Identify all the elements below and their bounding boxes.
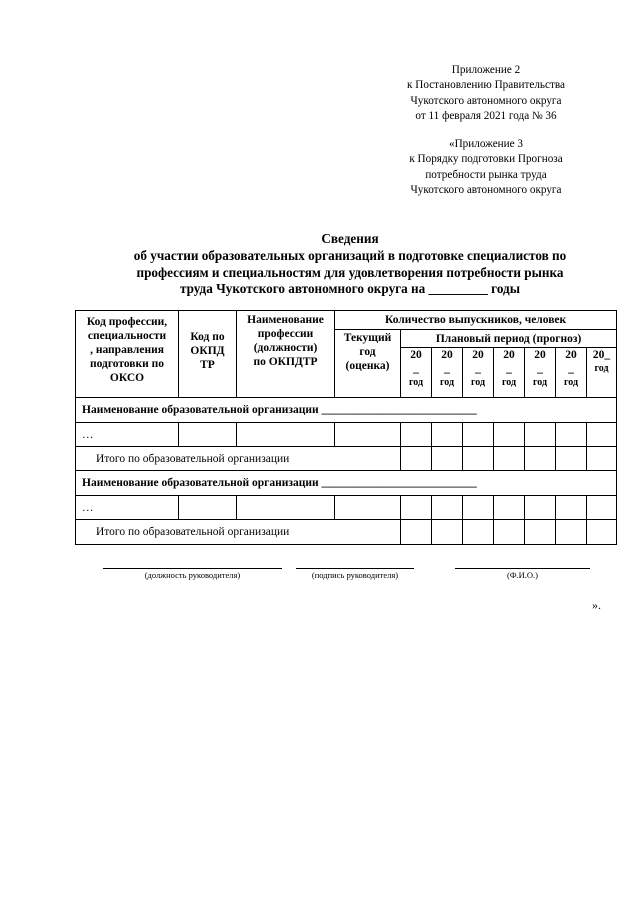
closing-quote: ». (592, 598, 601, 612)
table-cell (237, 496, 335, 520)
table-cell (463, 496, 494, 520)
table-cell (525, 423, 556, 447)
table-cell (401, 520, 432, 545)
table-cell (463, 520, 494, 545)
header-text: по ОКПДТР (253, 356, 318, 368)
title-line: профессиям и специальностям для удовлетворения потребности рынка (136, 264, 564, 280)
title-line: Сведения (321, 231, 379, 246)
table-cell (335, 496, 401, 520)
appendix-3-line: «Приложение 3 (448, 138, 524, 150)
table-cell (335, 423, 401, 447)
appendix-3-line: Чукотского автономного округа (410, 184, 562, 197)
table-cell (401, 496, 432, 520)
org-total-label-2: Итого по образовательной организации (76, 520, 401, 545)
table-row (76, 423, 617, 447)
table-cell (556, 423, 587, 447)
header-text: год (359, 346, 376, 358)
header-text: ОКПД (190, 345, 225, 357)
table-cell (494, 447, 525, 471)
appendix-2-line: от 11 февраля 2021 года № 36 (415, 110, 557, 123)
header-current-year (335, 330, 401, 398)
header-year-4: 20 _ год (494, 348, 525, 398)
header-year-6: 20 _ год (556, 348, 587, 398)
header-text: специальности (87, 330, 167, 342)
header-year-3: 20 _ год (463, 348, 494, 398)
table-cell (587, 520, 617, 545)
header-profession-name (237, 311, 335, 398)
header-text: профессии (257, 328, 314, 340)
graduates-table (75, 310, 617, 545)
appendix-3-line: потребности рынка труда (425, 168, 547, 181)
table-cell (525, 447, 556, 471)
table-row (76, 520, 617, 545)
table-row (76, 447, 617, 471)
signature-sign: (подпись руководителя) (296, 568, 414, 581)
appendix-3-line: к Порядку подготовки Прогноза (409, 153, 563, 166)
table-cell (179, 496, 237, 520)
title-line: труда Чукотского автономного округа на _________ годы (179, 281, 521, 297)
org-name-row-2: Наименование образовательной организации ___________________________ (76, 471, 617, 496)
appendix-2-line: к Постановлению Правительства (407, 79, 565, 92)
appendix-2-line: Приложение 2 (451, 64, 521, 76)
table-cell (179, 423, 237, 447)
table-cell (587, 423, 617, 447)
header-graduates-count: Количество выпускников, человек (335, 311, 617, 330)
header-text: ОКСО (109, 372, 145, 384)
table-cell (432, 423, 463, 447)
header-year-7: 20_ год (587, 348, 617, 398)
title-line: об участии образовательных организаций в подготовке специалистов по (133, 247, 567, 263)
table-cell (432, 520, 463, 545)
table-cell (432, 447, 463, 471)
table-cell (432, 496, 463, 520)
header-text: Код по (190, 331, 225, 343)
table-cell (463, 447, 494, 471)
header-year-5: 20 _ год (525, 348, 556, 398)
table-cell (494, 423, 525, 447)
appendix-3-header (380, 137, 592, 199)
header-text: подготовки по (89, 358, 165, 370)
table-row (76, 496, 617, 520)
table-row (76, 471, 617, 496)
header-year-2: 20 _ год (432, 348, 463, 398)
table-cell (525, 496, 556, 520)
table-cell (494, 520, 525, 545)
ellipsis-cell: … (76, 423, 179, 447)
header-text: ТР (200, 359, 215, 371)
table-cell (237, 423, 335, 447)
signature-name: (Ф.И.О.) (455, 568, 590, 581)
header-year-1: 20 _ год (401, 348, 432, 398)
table-cell (556, 447, 587, 471)
header-text: (оценка) (345, 360, 390, 372)
table-cell (587, 447, 617, 471)
org-total-label-1: Итого по образовательной организации (76, 447, 401, 471)
table-cell (463, 423, 494, 447)
header-text: Код профессии, (86, 316, 168, 328)
table-cell (401, 423, 432, 447)
table-cell (525, 520, 556, 545)
document-title (60, 231, 640, 298)
appendix-2-line: Чукотского автономного округа (410, 94, 562, 107)
table-cell (556, 520, 587, 545)
header-text: , направления (90, 344, 164, 356)
ellipsis-cell: … (76, 496, 179, 520)
header-okso-code (76, 311, 179, 398)
appendix-2-header (380, 63, 592, 125)
table-cell (556, 496, 587, 520)
org-name-row-1: Наименование образовательной организации ___________________________ (76, 398, 617, 423)
header-okpd-code (179, 311, 237, 398)
header-text: (должности) (253, 342, 318, 354)
signature-position: (должность руководителя) (103, 568, 282, 581)
table-cell (401, 447, 432, 471)
table-cell (494, 496, 525, 520)
header-text: Текущий (343, 332, 392, 344)
table-row (76, 398, 617, 423)
table-cell (587, 496, 617, 520)
header-planned-period: Плановый период (прогноз) (401, 330, 617, 348)
header-text: Наименование (247, 314, 324, 326)
